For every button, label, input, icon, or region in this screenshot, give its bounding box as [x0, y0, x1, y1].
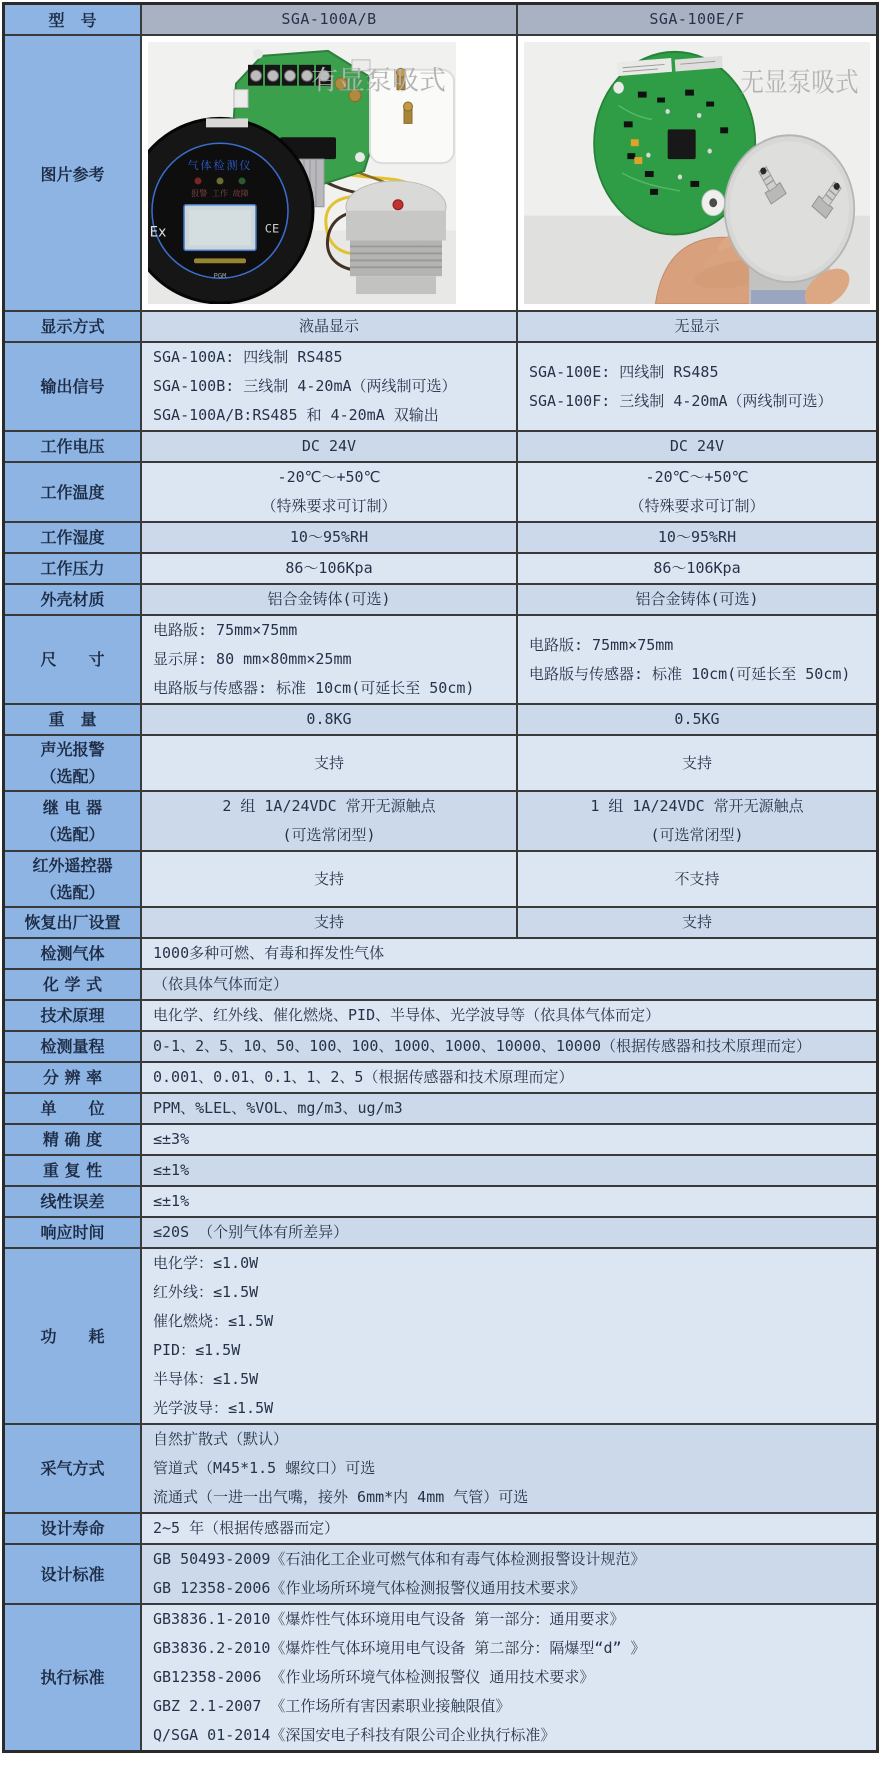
spec-row-label-line: 重 复 性 — [42, 1161, 103, 1180]
value-line: PID：≤1.5W — [153, 1341, 241, 1359]
value-line: 液晶显示 — [298, 317, 359, 335]
watermark-right: 无显泵吸式 — [740, 67, 859, 98]
spec-row — [5, 1030, 876, 1061]
model-header-label: 型 号 — [5, 5, 140, 34]
value-sga100ab — [140, 705, 516, 734]
spec-row — [5, 999, 876, 1030]
value-both-models — [140, 1605, 876, 1750]
value-line: 0.001、0.01、0.1、1、2、5（根据传感器和技术原理而定） — [153, 1068, 574, 1086]
value-sga100ab — [140, 792, 516, 850]
right-photo-graphic — [524, 42, 870, 304]
value-both-models — [140, 1032, 876, 1061]
spec-row-label-line: 功 耗 — [40, 1326, 105, 1346]
value-sga100ab — [140, 523, 516, 552]
spec-row — [5, 583, 876, 614]
spec-row-label — [5, 432, 140, 461]
value-sga100ab — [140, 736, 516, 790]
value-both-models — [140, 1514, 876, 1543]
value-line: DC 24V — [669, 437, 725, 455]
value-line: 86～106Kpa — [285, 559, 373, 577]
value-line: GB 50493-2009《石油化工企业可燃气体和有毒气体检测报警设计规范》 — [153, 1550, 646, 1568]
value-both-models — [140, 1125, 876, 1154]
value-both-models — [140, 1218, 876, 1247]
value-both-models — [140, 970, 876, 999]
spec-row-label — [5, 1001, 140, 1030]
spec-row — [5, 341, 876, 430]
value-line: 光学波导：≤1.5W — [153, 1399, 274, 1417]
detector-ex-mark: Ex — [149, 224, 167, 241]
value-line: -20℃～+50℃ — [277, 468, 381, 486]
value-sga100ab — [140, 554, 516, 583]
spec-row-label-line: 继 电 器 — [42, 798, 103, 817]
value-line: 10～95%RH — [289, 528, 369, 546]
spec-row-label — [5, 1218, 140, 1247]
value-line: 电路版: 75mm×75mm — [529, 635, 674, 654]
spec-row-label — [5, 1425, 140, 1512]
spec-row-label-line: （选配） — [40, 883, 105, 902]
spec-row — [5, 1247, 876, 1423]
spec-row-label-line: 单 位 — [40, 1099, 105, 1118]
value-line: 1 组 1A/24VDC 常开无源触点 — [590, 797, 804, 815]
spec-row-label — [5, 792, 140, 850]
value-line: 电化学：≤1.0W — [153, 1254, 259, 1272]
value-line: GBZ 2.1-2007 《工作场所有害因素职业接触限值》 — [153, 1697, 511, 1715]
spec-row-label — [5, 736, 140, 790]
detector-ce-mark: CE — [264, 221, 280, 236]
value-sga100ef — [516, 585, 876, 614]
spec-row — [5, 937, 876, 968]
value-line: 铝合金铸体(可选) — [635, 590, 759, 608]
photo-cell-sga100ab — [140, 36, 516, 310]
value-line: 支持 — [681, 913, 712, 931]
left-photo-graphic — [148, 42, 456, 304]
spec-row — [5, 850, 876, 906]
spec-row-label — [5, 463, 140, 521]
spec-table — [2, 2, 879, 1753]
value-line: (可选常闭型) — [650, 826, 744, 844]
value-line: SGA-100A/B:RS485 和 4-20mA 双输出 — [153, 406, 439, 424]
spec-row-label — [5, 939, 140, 968]
value-line: 2 组 1A/24VDC 常开无源触点 — [222, 797, 436, 815]
value-line: ≤±1% — [153, 1192, 190, 1210]
value-both-models — [140, 1187, 876, 1216]
value-line: 电路版: 75mm×75mm — [153, 621, 298, 639]
value-line: 10～95%RH — [657, 528, 737, 546]
spec-row-label-line: 设计寿命 — [40, 1519, 105, 1538]
value-line: 电路版与传感器: 标准 10cm(可延长至 50cm) — [529, 664, 851, 683]
spec-row — [5, 1185, 876, 1216]
spec-row-label — [5, 1514, 140, 1543]
spec-row — [5, 552, 876, 583]
value-sga100ab — [140, 852, 516, 906]
spec-row-label-line: 线性误差 — [40, 1192, 105, 1211]
value-line: 2~5 年（根据传感器而定） — [153, 1519, 340, 1537]
spec-row-label-line: 输出信号 — [40, 377, 105, 396]
left-product-photo — [148, 42, 456, 304]
spec-row-label-line: 工作电压 — [40, 437, 105, 456]
value-line: (可选常闭型) — [282, 826, 376, 844]
value-line: 催化燃烧：≤1.5W — [153, 1312, 274, 1330]
value-line: 0.5KG — [674, 710, 720, 728]
value-line: （特殊要求可订制） — [261, 497, 397, 515]
value-sga100ef — [516, 852, 876, 906]
spec-row-label-line: 工作温度 — [40, 482, 105, 502]
value-sga100ab — [140, 463, 516, 521]
value-line: GB3836.1-2010《爆炸性气体环境用电气设备 第一部分：通用要求》 — [153, 1610, 625, 1628]
value-line: 支持 — [313, 753, 344, 772]
spec-row-label-line: （选配） — [40, 767, 105, 786]
spec-row-label-line: 设计标准 — [40, 1564, 105, 1584]
table-header-row — [5, 5, 876, 34]
value-line: 支持 — [681, 753, 712, 772]
value-sga100ab — [140, 616, 516, 703]
spec-row-label-line: 技术原理 — [40, 1006, 105, 1025]
spec-row-label — [5, 312, 140, 341]
right-product-photo — [524, 42, 870, 304]
value-sga100ef — [516, 554, 876, 583]
spec-row — [5, 1061, 876, 1092]
value-sga100ef — [516, 736, 876, 790]
spec-row-label-line: 工作湿度 — [40, 528, 105, 547]
spec-row — [5, 521, 876, 552]
spec-row-label-line: 重 量 — [48, 710, 97, 729]
spec-row-label — [5, 1545, 140, 1603]
value-line: ≤20S （个别气体有所差异） — [153, 1223, 349, 1241]
spec-row-label — [5, 343, 140, 430]
value-both-models — [140, 1425, 876, 1512]
spec-row-label-line: 检测量程 — [40, 1037, 105, 1056]
spec-row — [5, 1423, 876, 1512]
value-both-models — [140, 1545, 876, 1603]
value-sga100ef — [516, 312, 876, 341]
spec-row — [5, 430, 876, 461]
value-line: （特殊要求可订制） — [629, 497, 765, 515]
value-line: 管道式（M45*1.5 螺纹口）可选 — [153, 1459, 376, 1477]
value-sga100ab — [140, 585, 516, 614]
value-sga100ef — [516, 523, 876, 552]
spec-row-label-line: 红外遥控器 — [32, 856, 113, 875]
value-line: 0.8KG — [306, 710, 352, 728]
spec-row — [5, 1092, 876, 1123]
detector-graphic — [148, 118, 313, 303]
value-line: 流通式（一进一出气嘴，接外 6mm*内 4mm 气管）可选 — [153, 1488, 529, 1506]
spec-row — [5, 1123, 876, 1154]
value-line: （依具体气体而定） — [153, 975, 289, 993]
value-line: 支持 — [313, 913, 344, 931]
spec-row-label — [5, 1063, 140, 1092]
value-line: -20℃～+50℃ — [645, 468, 749, 486]
spec-row-label — [5, 705, 140, 734]
value-line: ≤±1% — [153, 1161, 190, 1179]
spec-row-label — [5, 1032, 140, 1061]
value-line: 0-1、2、5、10、50、100、100、1000、1000、10000、10000（根据传感器和技术原理而定） — [153, 1037, 812, 1055]
value-line: GB3836.2-2010《爆炸性气体环境用电气设备 第二部分：隔爆型“d” 》 — [153, 1639, 646, 1657]
spec-row-label-line: 精 确 度 — [42, 1130, 103, 1149]
spec-row-label-line: 采气方式 — [40, 1459, 105, 1478]
image-row-label: 图片参考 — [5, 36, 140, 310]
value-line: SGA-100E: 四线制 RS485 — [529, 362, 719, 381]
spec-row-label-line: 外壳材质 — [40, 590, 105, 609]
value-line: ≤±3% — [153, 1130, 190, 1148]
spec-row-label-line: 分 辨 率 — [42, 1068, 103, 1087]
value-sga100ef — [516, 792, 876, 850]
value-line: 半导体：≤1.5W — [153, 1370, 259, 1388]
spec-row-label — [5, 852, 140, 906]
spec-row-label-line: 显示方式 — [40, 317, 105, 336]
spec-row — [5, 734, 876, 790]
spec-row-label — [5, 1094, 140, 1123]
spec-row-label-line: 声光报警 — [40, 740, 105, 759]
value-line: 显示屏: 80 mm×80mm×25mm — [153, 650, 352, 668]
spec-row — [5, 310, 876, 341]
image-reference-row — [5, 34, 876, 310]
value-line: PPM、%LEL、%VOL、mg/m3、ug/m3 — [153, 1099, 403, 1117]
spec-row — [5, 614, 876, 703]
value-line: GB12358-2006 《作业场所环境气体检测报警仪 通用技术要求》 — [153, 1668, 595, 1686]
value-sga100ef — [516, 343, 876, 430]
value-line: Q/SGA 01-2014《深国安电子科技有限公司企业执行标准》 — [153, 1726, 556, 1744]
value-line: 自然扩散式（默认） — [153, 1430, 289, 1448]
detector-pgm-label: PGM — [213, 272, 227, 281]
value-line: 1000多种可燃、有毒和挥发性气体 — [153, 944, 385, 962]
spec-row — [5, 1216, 876, 1247]
spec-row — [5, 906, 876, 937]
value-line: SGA-100B: 三线制 4-20mA（两线制可选） — [153, 377, 457, 395]
spec-row-label — [5, 616, 140, 703]
value-sga100ab — [140, 432, 516, 461]
spec-row-label-line: 执行标准 — [40, 1668, 105, 1687]
spec-row — [5, 1603, 876, 1750]
value-both-models — [140, 1156, 876, 1185]
value-line: 不支持 — [674, 869, 720, 888]
value-sga100ef — [516, 432, 876, 461]
spec-row-label-line: 化 学 式 — [42, 975, 103, 994]
value-sga100ab — [140, 312, 516, 341]
model-a-header — [140, 5, 516, 34]
spec-row-label-line: 尺 寸 — [40, 650, 105, 669]
spec-row-label — [5, 908, 140, 937]
spec-row-label — [5, 1605, 140, 1750]
model-b-name: SGA-100E/F — [649, 10, 745, 28]
spec-row-label-line: 恢复出厂设置 — [24, 913, 121, 932]
value-line: 电化学、红外线、催化燃烧、PID、半导体、光学波导等（依具体气体而定） — [153, 1006, 661, 1024]
value-both-models — [140, 1001, 876, 1030]
model-b-header — [516, 5, 876, 34]
value-both-models — [140, 1094, 876, 1123]
value-sga100ef — [516, 908, 876, 937]
value-line: 铝合金铸体(可选) — [267, 590, 391, 608]
model-a-name: SGA-100A/B — [281, 10, 377, 28]
spec-row-label — [5, 970, 140, 999]
spec-row-label-line: （选配） — [40, 825, 105, 844]
spec-row-label — [5, 585, 140, 614]
value-line: DC 24V — [301, 437, 357, 455]
spec-row — [5, 461, 876, 521]
value-sga100ef — [516, 705, 876, 734]
silver-sensor-graphic — [346, 181, 446, 294]
value-both-models — [140, 1063, 876, 1092]
value-line: 支持 — [313, 869, 344, 888]
value-line: 红外线：≤1.5W — [153, 1283, 259, 1301]
spec-row-label — [5, 554, 140, 583]
value-line: SGA-100F: 三线制 4-20mA（两线制可选） — [529, 391, 833, 410]
spec-row — [5, 968, 876, 999]
value-line: 86～106Kpa — [653, 559, 741, 577]
spec-row-label — [5, 523, 140, 552]
spec-row — [5, 1543, 876, 1603]
value-sga100ab — [140, 908, 516, 937]
value-sga100ef — [516, 616, 876, 703]
value-line: SGA-100A: 四线制 RS485 — [153, 348, 343, 366]
spec-row — [5, 1512, 876, 1543]
spec-row-label-line: 工作压力 — [40, 559, 105, 578]
spec-row-label — [5, 1125, 140, 1154]
detector-title-text: 气体检测仪 — [187, 159, 253, 173]
spec-row — [5, 703, 876, 734]
watermark-left: 有显泵吸式 — [311, 65, 446, 97]
spec-row-label — [5, 1187, 140, 1216]
value-line: 电路版与传感器: 标准 10cm(可延长至 50cm) — [153, 679, 475, 697]
spec-row-label-line: 响应时间 — [40, 1223, 105, 1242]
spec-row — [5, 790, 876, 850]
value-line: 无显示 — [674, 317, 720, 335]
value-line: GB 12358-2006《作业场所环境气体检测报警仪通用技术要求》 — [153, 1579, 586, 1597]
spec-row — [5, 1154, 876, 1185]
value-sga100ef — [516, 463, 876, 521]
value-both-models — [140, 1249, 876, 1423]
detector-led-labels: 报警 工作 故障 — [191, 188, 249, 198]
photo-cell-sga100ef — [516, 36, 876, 310]
spec-row-label-line: 检测气体 — [40, 944, 105, 963]
value-sga100ab — [140, 343, 516, 430]
spec-row-label — [5, 1156, 140, 1185]
value-both-models — [140, 939, 876, 968]
spec-row-label — [5, 1249, 140, 1423]
